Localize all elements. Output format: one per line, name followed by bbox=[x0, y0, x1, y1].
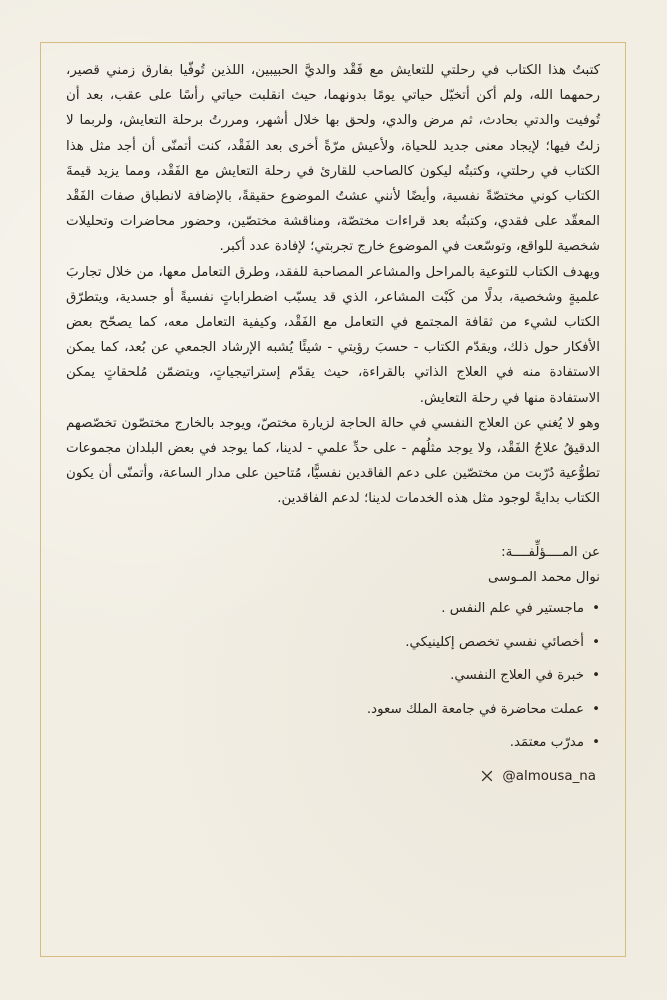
author-name: نوال محمد المـوسى bbox=[488, 570, 600, 586]
author-section bbox=[66, 540, 600, 789]
qualifications-list bbox=[66, 596, 600, 755]
qualification-item: • عملت محاضرة في جامعة الملك سعود. bbox=[66, 697, 600, 722]
qualification-item: • خبرة في العلاج النفسي. bbox=[66, 663, 600, 688]
x-icon bbox=[480, 769, 494, 783]
back-cover-text bbox=[66, 58, 600, 789]
qualification-item: • مدرّب معتمَد. bbox=[66, 730, 600, 755]
twitter-handle[interactable]: @almousa_na bbox=[502, 768, 596, 784]
purpose-paragraph: ويهدف الكتاب للتوعية بالمراحل والمشاعر المصاحبة للفقد، وطرق التعامل معها، من خلال تجاربَ علميةٍ وشخصية، بدلًا من كَبْت المشاعر، الذي قد يسبّب اضطراباتٍ نفسيةً أو جسدية، ويتطرّق الكتاب لشيء من ثقافة المجتمع في التعامل مع الفَقْد، وكيفية التعامل معه، كما يصحّح بعض الأفكار حول ذلك، ويقدّم الكتاب - حسبَ رؤيتي - شيئًا يُشبه الإرشاد الجمعي عن بُعد، كما يمكن الاستفادة منه في العلاج الذاتي بالقراءة، حيث يقدّم إستراتيجياتٍ، ويتضمّن مُلحقاتٍ يمكن الاستفادة منها في رحلة التعايش. bbox=[66, 264, 600, 406]
disclaimer-paragraph: وهو لا يُغني عن العلاج النفسي في حالة الحاجة لزيارة مختصّ، ويوجد بالخارج مختصّون تخصّصهم الدقيقُ علاجُ الفَقْد، ولا يوجد مثلُهم - على حدِّ علمي - لدينا، كما يوجد في بعض البلدان مجموعات تطوُّعية دُرّبت من مختصّين على دعم الفاقدين نفسيًّا، مُتاحين على مدار الساعة، وأتمنّى أن يكون الكتاب بدايةً لوجود مثل هذه الخدمات لدينا؛ لدعم الفاقدين. bbox=[66, 415, 600, 507]
intro-paragraph: كتبتُ هذا الكتاب في رحلتي للتعايش مع فَقْد والديَّ الحبيبين، اللذين تُوفّيا بفارق زمني قصير، رحمهما الله، ولم أكن أتخيّل حياتي يومًا بدونهما، حيث انقلبت حياتي رأسًا على عقب، بعد أن تُوفيت والدتي بحادث، ثم مرض والدي، ولحق بها خلال أشهر، ومررتُ برحلة التعايش، ولربما لا زلتُ فيها؛ لإيجاد معنى جديد للحياة، ولأعيش مرّةً أخرى بعد الفَقْد، كنت أتمنّى أن أجد مثل هذا الكتاب في رحلتي، وكتبتُه ليكون كالصاحب للقارئ في رحلة التعايش مع الفَقْد، ومما يزيد قيمةَ الكتاب كوني مختصّةً نفسية، وأيضًا لأنني عشتُ الموضوع حقيقةً، بالإضافة لانطباق صفات الفَقْد المعقّد على فقدي، وكتبتُه بعد قراءات مختصّة، ومناقشة مختصّين، وحضور محاضرات وتحليلات شخصية للواقع، وتوسّعت في الموضوع خارج تجربتي؛ لإفادة عدد أكبر. bbox=[66, 63, 600, 255]
qualification-item: • أخصائي نفسي تخصص إكلينيكي. bbox=[66, 630, 600, 655]
social-handle bbox=[66, 764, 600, 789]
author-heading: عن المــــؤلِّفــــة: bbox=[501, 544, 600, 560]
qualification-item: • ماجستير في علم النفس . bbox=[66, 596, 600, 621]
